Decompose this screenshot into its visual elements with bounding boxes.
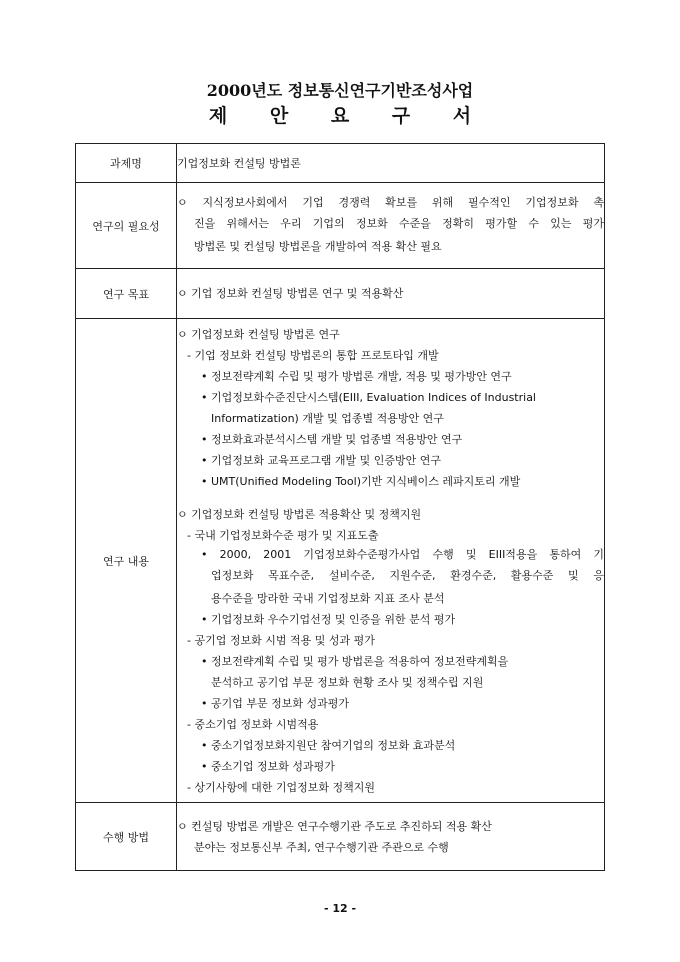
content-line: ㅇ 기업정보화 컨설팅 방법론 연구 [177,327,340,341]
content-line: • UMT(Unified Modeling Tool)기반 지식베이스 레파지토리 개발 [201,474,521,488]
goal-value: ㅇ 기업 정보화 컨설팅 방법론 연구 및 적용확산 [177,269,605,319]
document-subtitle: 제 안 요 구 서 [208,105,490,127]
method-value [177,803,605,871]
content-line: • 공기업 부문 정보화 성과평가 [201,696,349,710]
necessity-line: 방법론 및 컨설팅 방법론을 개발하여 적용 확산 필요 [194,240,442,253]
content-value [177,319,605,803]
table-row-task-name [76,144,605,183]
content-line: • 중소기업정보화지원단 참여기업의 정보화 효과분석 [201,738,456,752]
content-line: • 정보전략계획 수립 및 평가 방법론 개발, 적용 및 평가방안 연구 [201,369,512,383]
necessity-value [177,183,605,269]
table-row-necessity [76,183,605,269]
table-row-content [76,319,605,803]
content-line: • 정보전략계획 수립 및 평가 방법론을 적용하여 정보전략계획을 [201,654,509,668]
content-line: • 기업정보화 교육프로그램 개발 및 인증방안 연구 [201,453,441,467]
goal-label: 연구 목표 [76,269,177,319]
content-line: 분석하고 공기업 부문 정보화 현황 조사 및 정책수립 지원 [211,675,484,689]
content-line: • 2000, 2001 기업정보화수준평가사업 수행 및 EIII적용을 통하여 기 [201,547,604,561]
content-line: • 기업정보화 우수기업선정 및 인증을 위한 분석 평가 [201,612,456,626]
content-line: - 상기사항에 대한 기업정보화 정책지원 [187,780,375,794]
necessity-line: 진을 위해서는 우리 기업의 정보화 수준을 정확히 평가할 수 있는 평가 [194,217,604,230]
content-line: - 기업 정보화 컨설팅 방법론의 통합 프로토타입 개발 [187,348,439,362]
content-line: - 국내 기업정보화수준 평가 및 지표도출 [187,528,379,542]
proposal-table [75,143,605,871]
content-line: ㅇ 기업정보화 컨설팅 방법론 적용확산 및 정책지원 [177,507,422,521]
method-label: 수행 방법 [76,803,177,871]
content-label: 연구 내용 [76,319,177,803]
content-line: 업정보화 목표수준, 설비수준, 지원수준, 환경수준, 활용수준 및 응 [211,568,604,582]
content-line: - 중소기업 정보화 시범적용 [187,717,319,731]
content-line: - 공기업 정보화 시범 적용 및 성과 평가 [187,633,375,647]
task-name-label: 과제명 [76,144,177,183]
necessity-label: 연구의 필요성 [76,183,177,269]
content-line: • 중소기업 정보화 성과평가 [201,759,335,773]
table-row-goal [76,269,605,319]
task-name-value: 기업정보화 컨설팅 방법론 [177,144,605,183]
table-row-method [76,803,605,871]
content-line: • 정보화효과분석시스템 개발 및 업종별 적용방안 연구 [201,432,463,446]
method-line: ㅇ 컨설팅 방법론 개발은 연구수행기관 주도로 추진하되 적용 확산 [177,819,492,833]
content-line: • 기업정보화수준진단시스템(EIII, Evaluation Indices of Industrial [201,390,536,404]
content-line: Informatization) 개발 및 업종별 적용방안 연구 [211,411,444,425]
document-title: 2000년도 정보통신연구기반조성사업 [206,81,474,100]
method-line: 분야는 정보통신부 주최, 연구수행기관 주관으로 수행 [194,840,449,854]
content-line: 용수준을 망라한 국내 기업정보화 지표 조사 분석 [211,591,445,605]
page-number: - 12 - [323,902,357,915]
necessity-line: ㅇ 지식정보사회에서 기업 경쟁력 확보를 위해 필수적인 기업정보화 촉 [177,196,604,209]
